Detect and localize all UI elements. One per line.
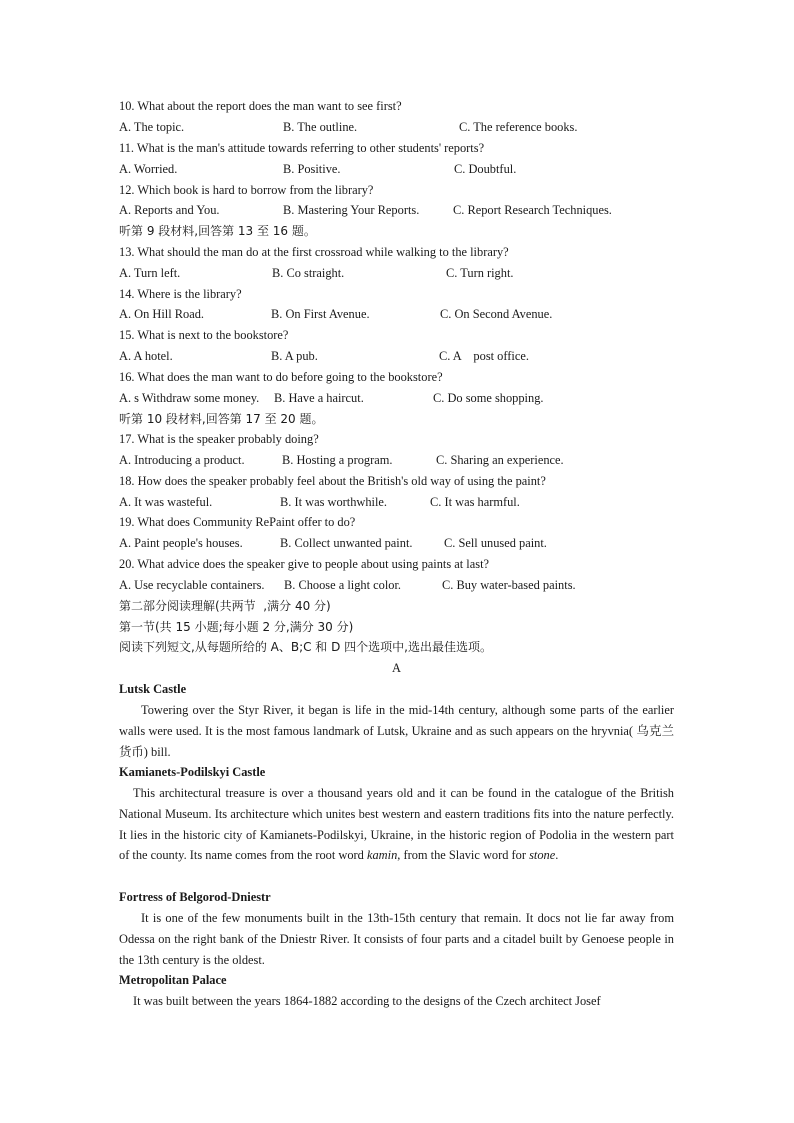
option-a: A. Turn left. (119, 266, 181, 280)
option-c: C. Sell unused paint. (444, 536, 547, 550)
question-11: 11. What is the man's attitude towards referring to other students' reports? (119, 141, 485, 155)
kamianets-text-3: . (555, 848, 559, 863)
option-a: A. Reports and You. (119, 203, 220, 217)
option-c: C. It was harmful. (430, 495, 520, 509)
section-9-instruction: 听第 9 段材料,回答第 13 至 16 题。 (119, 224, 316, 238)
option-c: C. Turn right. (446, 266, 514, 280)
belgorod-fortress-paragraph (119, 908, 674, 970)
question-13-options (119, 265, 679, 281)
option-b: B. On First Avenue. (271, 307, 370, 321)
word-kamin: kamin (366, 848, 398, 863)
question-12: 12. Which book is hard to borrow from the library? (119, 183, 374, 197)
kamianets-text-2: , from the Slavic word for (397, 848, 530, 863)
lutsk-castle-paragraph (119, 700, 674, 762)
option-b: B. Collect unwanted paint. (280, 536, 413, 550)
option-c: C. A post office. (439, 349, 529, 363)
option-b: B. Choose a light color. (284, 578, 402, 592)
question-15-options (119, 348, 679, 364)
word-stone: stone (529, 848, 556, 863)
option-a: A. It was wasteful. (119, 495, 213, 509)
option-c: C. The reference books. (459, 120, 578, 134)
question-13: 13. What should the man do at the first crossroad while walking to the library? (119, 245, 509, 259)
passage-letter: A (392, 661, 401, 675)
question-10-options (119, 119, 679, 135)
kamianets-castle-paragraph (119, 783, 674, 866)
option-b: B. Have a haircut. (274, 391, 364, 405)
part-2-heading: 第二部分阅读理解(共两节 ,满分 40 分) (119, 599, 331, 613)
question-17-options (119, 452, 679, 468)
question-12-options (119, 202, 679, 218)
option-a: A. The topic. (119, 120, 185, 134)
question-11-options (119, 161, 679, 177)
option-a: A. Paint people's houses. (119, 536, 243, 550)
metropolitan-palace-paragraph (119, 991, 674, 1012)
kamianets-castle-title: Kamianets-Podilskyi Castle (119, 765, 266, 779)
question-16-options (119, 390, 679, 406)
question-19-options (119, 535, 679, 551)
belgorod-fortress-title: Fortress of Belgorod-Dniestr (119, 890, 271, 904)
option-c: C. Do some shopping. (433, 391, 544, 405)
question-20: 20. What advice does the speaker give to people about using paints at last? (119, 557, 490, 571)
option-b: B. Co straight. (272, 266, 345, 280)
question-18-options (119, 494, 679, 510)
option-b: B. Positive. (283, 162, 341, 176)
question-16: 16. What does the man want to do before going to the bookstore? (119, 370, 443, 384)
option-a: A. s Withdraw some money. (119, 391, 260, 405)
option-c: C. Doubtful. (454, 162, 517, 176)
option-b: B. The outline. (283, 120, 358, 134)
option-a: A. Introducing a product. (119, 453, 245, 467)
metropolitan-palace-title: Metropolitan Palace (119, 973, 227, 987)
option-c: C. Report Research Techniques. (453, 203, 612, 217)
option-c: C. Buy water-based paints. (442, 578, 576, 592)
question-17: 17. What is the speaker probably doing? (119, 432, 319, 446)
option-b: B. Hosting a program. (282, 453, 393, 467)
belgorod-text: It is one of the few monuments built in the 13th-15th century that remain. It docs not lie far away from Odessa on the right bank of the Dniestr River. It consists of four parts and a citadel built by Genoese people in the 13th century is the oldest. (119, 911, 674, 967)
reading-instruction: 阅读下列短文,从每题所给的 A、B;C 和 D 四个选项中,选出最佳选项。 (119, 640, 492, 654)
kamianets-text-1: This architectural treasure is over a thousand years old and it can be found in the catalogue of the British National Museum. Its architecture which unites best western and eastern traditions fits into the nature perfectly. It lies in the historic city of Kamianets-Podilskyi, Ukraine, in the historic region of Podolia in the western part of the county. Its name comes from the root word (119, 786, 674, 863)
option-a: A. Worried. (119, 162, 178, 176)
option-b: B. It was worthwhile. (280, 495, 388, 509)
option-c: C. Sharing an experience. (436, 453, 564, 467)
option-b: B. Mastering Your Reports. (283, 203, 420, 217)
question-10: 10. What about the report does the man want to see first? (119, 99, 402, 113)
section-1-heading: 第一节(共 15 小题;每小题 2 分,满分 30 分) (119, 620, 354, 634)
question-14: 14. Where is the library? (119, 287, 242, 301)
question-18: 18. How does the speaker probably feel about the British's old way of using the paint? (119, 474, 546, 488)
question-19: 19. What does Community RePaint offer to do? (119, 515, 356, 529)
option-a: A. On Hill Road. (119, 307, 205, 321)
lutsk-castle-text: Towering over the Styr River, it began is life in the mid-14th century, although some parts of the earlier walls were used. It is the most famous landmark of Lutsk, Ukraine and as such appears on the hryvnia( 乌克兰货币) bill. (119, 703, 674, 759)
metropolitan-text: It was built between the years 1864-1882 according to the designs of the Czech architect Josef (133, 994, 601, 1008)
question-15: 15. What is next to the bookstore? (119, 328, 289, 342)
option-a: A. A hotel. (119, 349, 173, 363)
option-a: A. Use recyclable containers. (119, 578, 265, 592)
question-20-options (119, 577, 679, 593)
question-14-options (119, 306, 679, 322)
option-c: C. On Second Avenue. (440, 307, 553, 321)
lutsk-castle-title: Lutsk Castle (119, 682, 187, 696)
option-b: B. A pub. (271, 349, 318, 363)
section-10-instruction: 听第 10 段材料,回答第 17 至 20 题。 (119, 412, 324, 426)
